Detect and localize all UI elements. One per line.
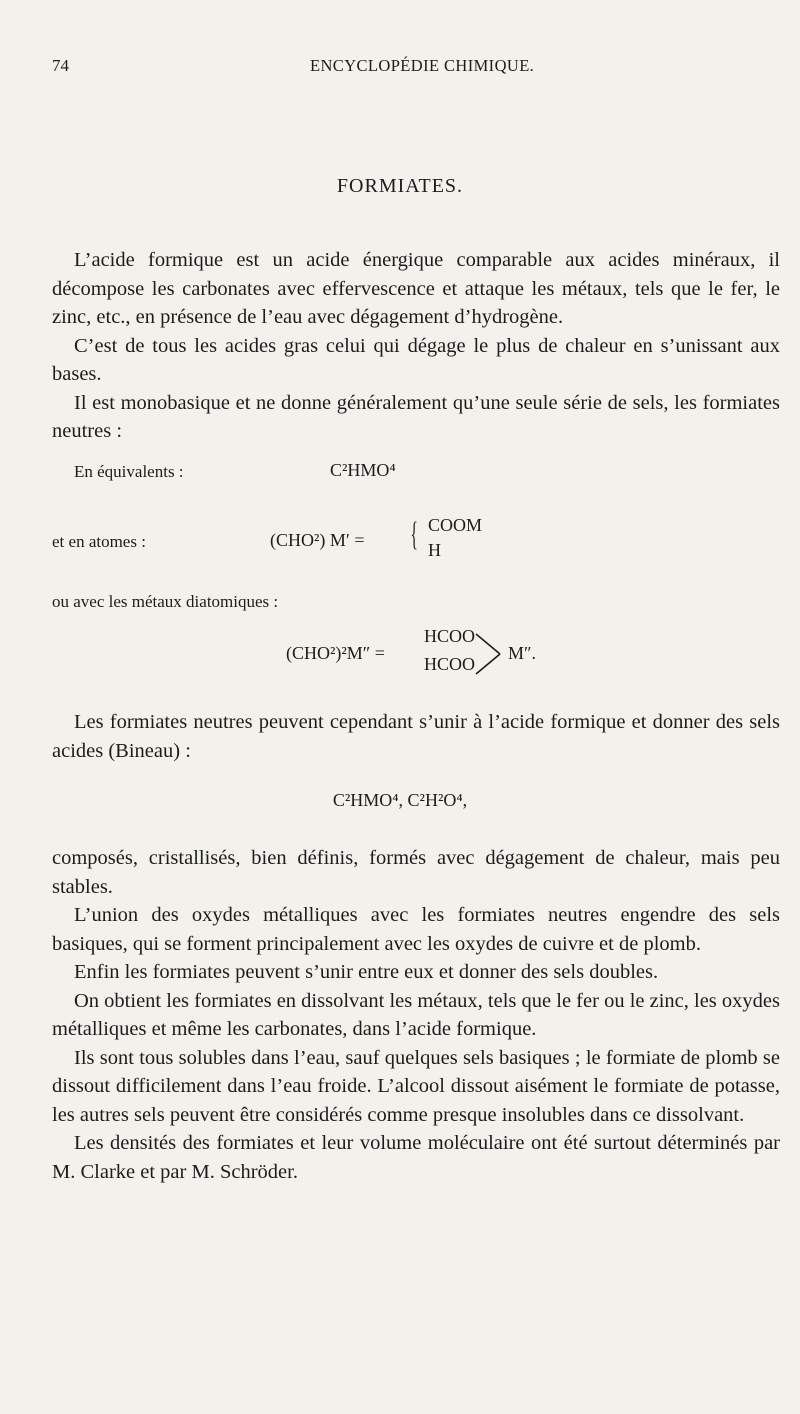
diatomic-formula-top: HCOO — [424, 626, 476, 646]
paragraph-densities: Les densités des formiates et leur volume moléculaire ont été surtout déterminés par M. Clarke et par M. Schröder. — [52, 1132, 780, 1183]
diatomic-formula-rhs: M″. — [508, 643, 537, 663]
paragraph-block-1 — [52, 246, 780, 446]
converging-bracket — [474, 630, 504, 678]
atoms-label: et en atomes : — [52, 532, 146, 551]
equivalents-label: En équivalents : — [74, 462, 184, 481]
running-head-title: ENCYCLOPÉDIE CHIMIQUE. — [310, 56, 535, 75]
diatomic-label: ou avec les métaux diatomiques : — [52, 592, 279, 611]
paragraph-monobasic: Il est monobasique et ne donne généralement qu’une seule série de sels, les formiates neutres : — [52, 391, 780, 442]
equivalents-formula: C²HMO⁴ — [330, 460, 396, 480]
paragraph-block-2 — [52, 708, 780, 765]
diatomic-formula-bottom: HCOO — [424, 654, 476, 674]
section-title: FORMIATES. — [336, 175, 464, 197]
paragraph-compounds: composés, cristallisés, bien définis, formés avec dégagement de chaleur, mais peu stables. — [52, 847, 780, 898]
paragraph-double-salts: Enfin les formiates peuvent s’unir entre eux et donner des sels doubles. — [74, 961, 659, 983]
atoms-formula-top: COOM — [428, 515, 483, 535]
paragraph-preparation: On obtient les formiates en dissolvant les métaux, tels que le fer ou le zinc, les oxydes métalliques et même les carbonates, dans l’acide formique. — [52, 989, 780, 1040]
left-brace: { — [410, 516, 418, 553]
page-number: 74 — [52, 56, 69, 75]
paragraph-acid-properties: L’acide formique est un acide énergique comparable aux acides minéraux, il décompose les carbonates avec effervescence et attaque les métaux, tels que le fer, le zinc, etc., en présence de l’eau avec dégagement d’hydrogène. — [52, 249, 780, 328]
atoms-formula-bottom: H — [428, 540, 441, 560]
paragraph-solubility: Ils sont tous solubles dans l’eau, sauf quelques sels basiques ; le formiate de plomb se dissout difficilement dans l’eau froide. L’alcool dissout aisément le formiate de potasse, les autres sels peuvent être considérés comme presque insolubles dans ce dissolvant. — [52, 1046, 780, 1126]
diatomic-formula-lhs: (CHO²)²M″ = — [286, 643, 385, 663]
paragraph-acid-salts: Les formiates neutres peuvent cependant s’unir à l’acide formique et donner des sels acides (Bineau) : — [52, 711, 780, 762]
acid-salt-formula: C²HMO⁴, C²H²O⁴, — [332, 790, 468, 810]
paragraph-block-3 — [52, 844, 780, 1186]
running-header — [52, 56, 780, 80]
paragraph-heat: C’est de tous les acides gras celui qui dégage le plus de chaleur en s’unissant aux bases. — [52, 334, 780, 385]
atoms-formula-lhs: (CHO²) M′ = — [270, 530, 365, 550]
paragraph-basic-salts: L’union des oxydes métalliques avec les formiates neutres engendre des sels basiques, qui se forment principalement avec les oxydes de cuivre et de plomb. — [52, 904, 780, 955]
